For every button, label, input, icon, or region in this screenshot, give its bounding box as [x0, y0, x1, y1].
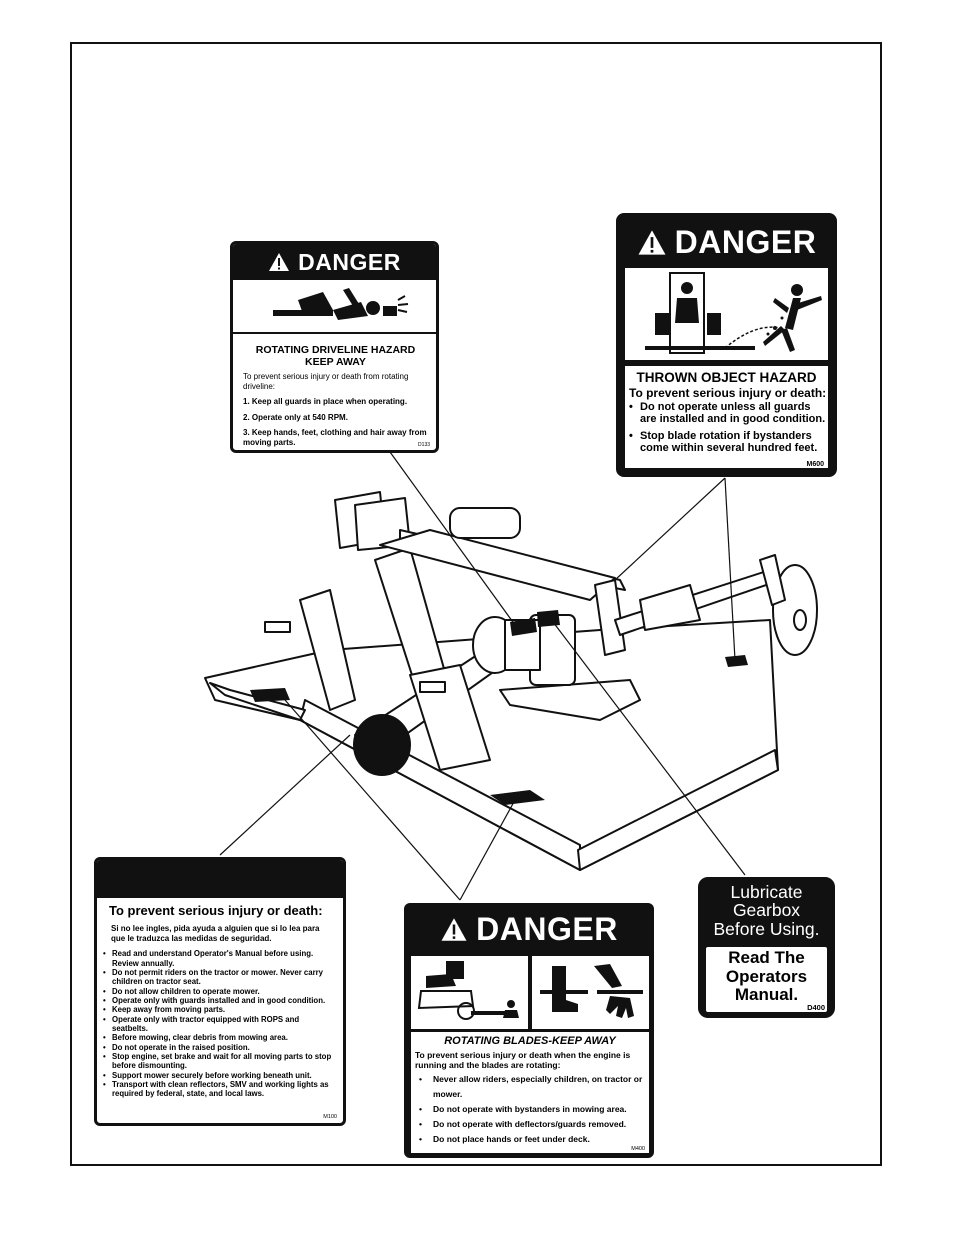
- decal-rotating-blades: [404, 903, 654, 1158]
- decal-item: 1. Keep all guards in place when operating.: [243, 397, 408, 407]
- warning-triangle-icon: [440, 917, 468, 942]
- decal-title: ROTATING BLADES-KEEP AWAY: [444, 1035, 616, 1047]
- decal-title: ROTATING DRIVELINE HAZARD: [255, 344, 416, 356]
- decal-item: • Never allow riders, especially children, on tractor or mower.: [419, 1072, 643, 1102]
- thrown-object-pictogram: [625, 268, 828, 360]
- decal-item: • Operate only with guards installed and in good condition.: [103, 996, 335, 1005]
- decal-item: • Do not operate with bystanders in mowing area.: [419, 1102, 643, 1117]
- decal-item: • Transport with clean reflectors, SMV and working lights as required by federal, state, and local laws.: [103, 1080, 335, 1099]
- decal-thrown-object: [616, 213, 837, 477]
- decal-item: • Keep away from moving parts.: [103, 1005, 335, 1014]
- rider-hazard-pictogram: [411, 956, 528, 1029]
- decal-intro: To prevent serious injury or death when the engine is running and the blades are rotating:: [415, 1050, 631, 1071]
- foot-hand-pictogram: [532, 956, 649, 1029]
- decal-code: M600: [806, 461, 824, 468]
- lubricate-line: Before Using.: [713, 918, 820, 939]
- decal-code: D400: [807, 1002, 825, 1012]
- decal-item: • Read and understand Operator's Manual before using. Review annually.: [103, 949, 335, 968]
- decal-item: • Do not operate in the raised position.: [103, 1043, 335, 1052]
- warning-triangle-icon: [637, 229, 667, 256]
- danger-header: DANGER: [407, 906, 651, 952]
- decal-spanish-note: Si no lee ingles, pida ayuda a alguien que si lo lea para que le traduzca las medidas de seguridad.: [111, 924, 320, 943]
- decal-item: • Support mower securely before working beneath unit.: [103, 1071, 335, 1080]
- manual-line: Operators: [725, 966, 808, 986]
- decal-item: 3. Keep hands, feet, clothing and hair away from moving parts.: [243, 428, 427, 447]
- decal-black-header: [97, 860, 343, 898]
- decal-item: • Do not operate unless all guards are installed and in good condition.: [629, 402, 828, 425]
- manual-line: Manual.: [734, 985, 799, 1005]
- decal-subtitle: KEEP AWAY: [305, 356, 366, 368]
- decal-item: • Do not operate with deflectors/guards removed.: [419, 1117, 643, 1132]
- decal-intro: To prevent serious injury or death:: [629, 386, 827, 400]
- decal-item: • Do not allow children to operate mower.: [103, 987, 335, 996]
- decal-code: M100: [323, 1114, 337, 1120]
- decal-code: M400: [631, 1146, 645, 1152]
- decal-driveline-hazard: [230, 241, 439, 453]
- decal-item: • Stop blade rotation if bystanders come within several hundred feet.: [629, 431, 828, 454]
- entanglement-pictogram: [233, 280, 436, 334]
- warning-triangle-icon: [268, 252, 290, 272]
- decal-item: • Before mowing, clear debris from mowing area.: [103, 1033, 335, 1042]
- decal-item: • Operate only with tractor equipped with ROPS and seatbelts.: [103, 1015, 335, 1034]
- decal-item: 2. Operate only at 540 RPM.: [243, 412, 348, 422]
- decal-title: To prevent serious injury or death:: [109, 903, 323, 918]
- danger-header: DANGER: [619, 216, 834, 268]
- decal-item: • Stop engine, set brake and wait for all moving parts to stop before dismounting.: [103, 1052, 335, 1071]
- decal-code: D133: [418, 442, 430, 448]
- decal-lubricate-gearbox: [698, 877, 835, 1018]
- decal-intro: To prevent serious injury or death from rotating driveline:: [243, 372, 409, 391]
- lubricate-line: Lubricate: [730, 882, 803, 902]
- decal-item: • Do not place hands or feet under deck.: [419, 1132, 643, 1147]
- lubricate-line: Gearbox: [732, 900, 801, 921]
- decal-item: • Do not permit riders on the tractor or mower. Never carry children on tractor seat.: [103, 968, 335, 987]
- decal-title: THROWN OBJECT HAZARD: [636, 370, 817, 385]
- decal-general-safety: [94, 857, 346, 1126]
- danger-header: DANGER: [233, 244, 436, 280]
- manual-line: Read The: [728, 948, 805, 967]
